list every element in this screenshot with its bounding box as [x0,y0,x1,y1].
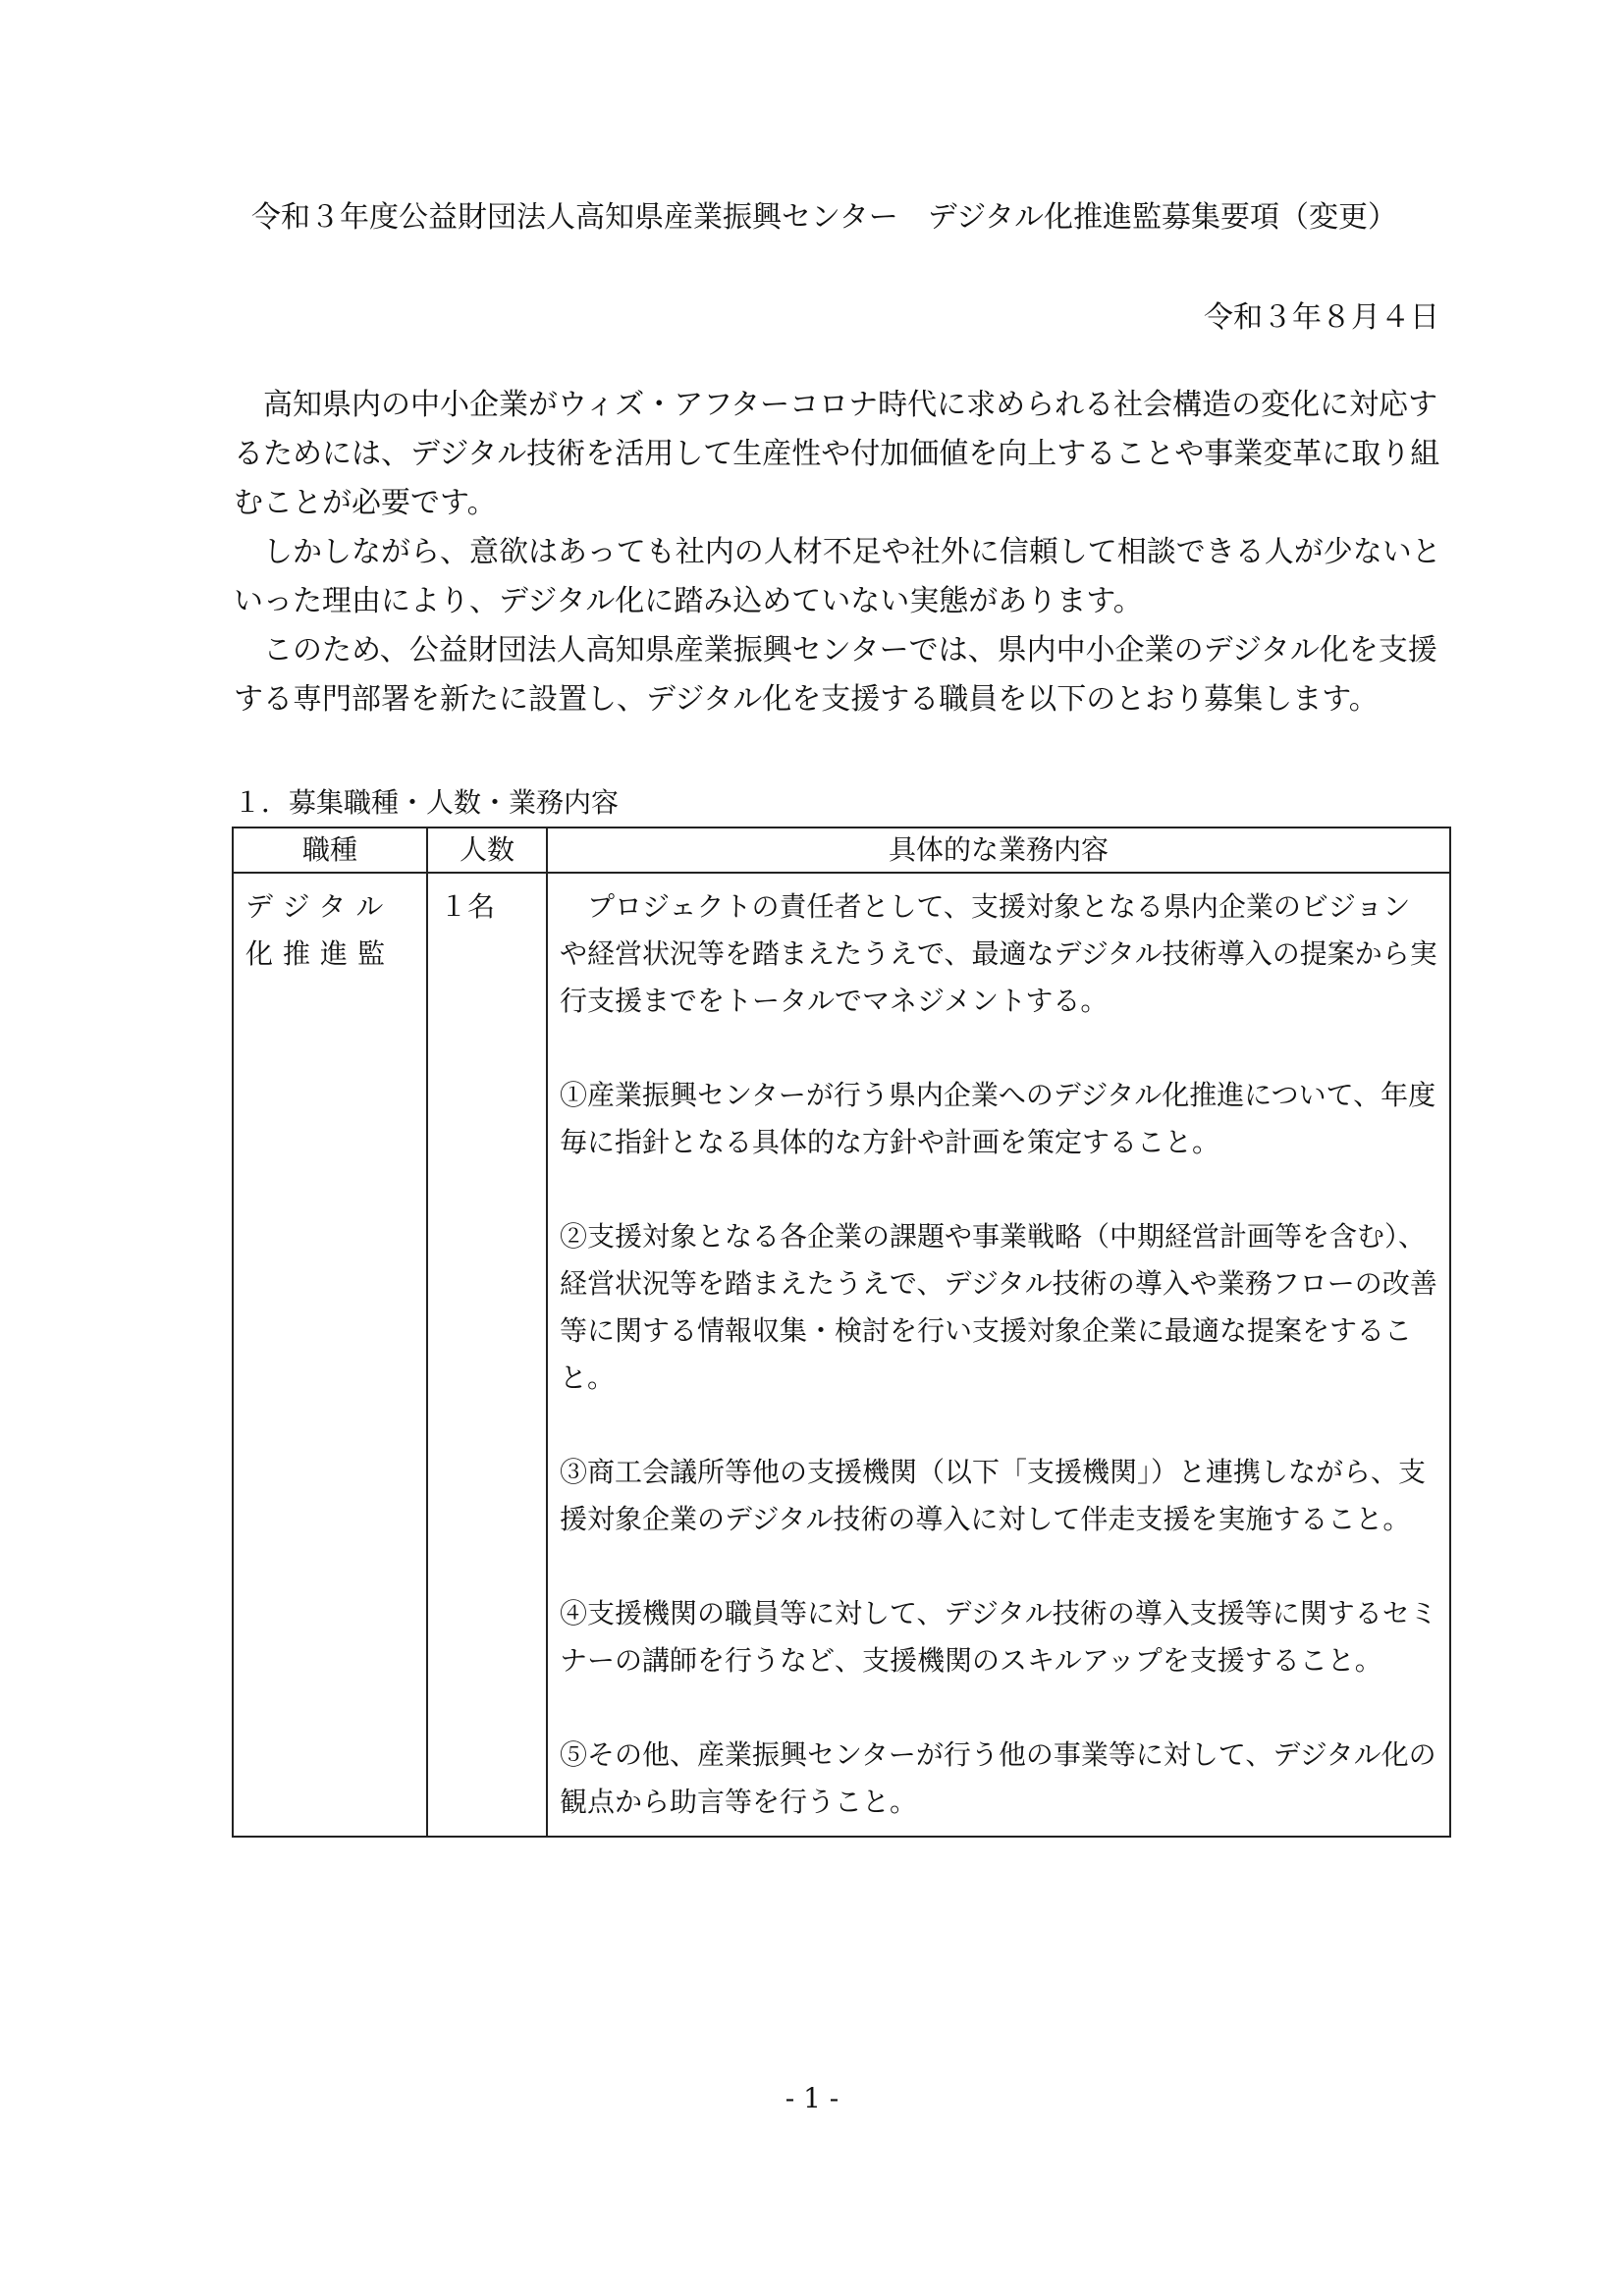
cell-job-title [233,873,427,1837]
intro-paragraph: しかしながら、意欲はあっても社内の人材不足や社外に信頼して相談できる人が少ないといった理由により、デジタル化に踏み込めていない実態があります。 [234,535,1441,618]
cell-headcount: １名 [427,873,547,1837]
duty-item: ③商工会議所等他の支援機関（以下「支援機関」）と連携しながら、支援対象企業のデジタル技術の導入に対して伴走支援を実施すること。 [560,1456,1427,1535]
duty-item: ①産業振興センターが行う県内企業へのデジタル化推進について、年度毎に指針となる具体的な方針や計画を策定すること。 [560,1079,1436,1158]
intro-paragraph: このため、公益財団法人高知県産業振興センターでは、県内中小企業のデジタル化を支援する専門部署を新たに設置し、デジタル化を支援する職員を以下のとおり募集します。 [234,633,1437,717]
duty-item: ④支援機関の職員等に対して、デジタル技術の導入支援等に関するセミナーの講師を行うなど、支援機関のスキルアップを支援すること。 [560,1597,1437,1677]
header-job-type: 職種 [233,828,427,873]
page-number: - 1 - [785,2082,839,2114]
document-date: 令和３年８月４日 [1204,300,1439,335]
table-header-row [233,828,1450,873]
duty-item: ⑤その他、産業振興センターが行う他の事業等に対して、デジタル化の観点から助言等を行うこと。 [560,1738,1436,1818]
duty-summary: プロジェクトの責任者として、支援対象となる県内企業のビジョンや経営状況等を踏まえたうえで、最適なデジタル技術導入の提案から実行支援までをトータルでマネジメントする。 [560,890,1437,1017]
cell-duties [547,873,1450,1837]
section-heading: １．募集職種・人数・業務内容 [234,786,620,819]
job-table [232,827,1451,1838]
intro-paragraph: 高知県内の中小企業がウィズ・アフターコロナ時代に求められる社会構造の変化に対応するためには、デジタル技術を活用して生産性や付加価値を向上することや事業変革に取り組むことが必要です。 [234,388,1440,520]
header-duties: 具体的な業務内容 [547,828,1450,873]
intro-section [234,381,1443,724]
table-row [233,873,1450,1837]
job-title: デジタル化推進監 [245,890,396,970]
document-title: 令和３年度公益財団法人高知県産業振興センター デジタル化推進監募集要項（変更） [251,200,1397,235]
duty-item: ②支援対象となる各企業の課題や事業戦略（中期経営計画等を含む）、経営状況等を踏まえたうえで、デジタル技術の導入や業務フローの改善等に関する情報収集・検討を行い支援対象企業に最適な提案をすること。 [560,1220,1437,1394]
header-headcount: 人数 [427,828,547,873]
